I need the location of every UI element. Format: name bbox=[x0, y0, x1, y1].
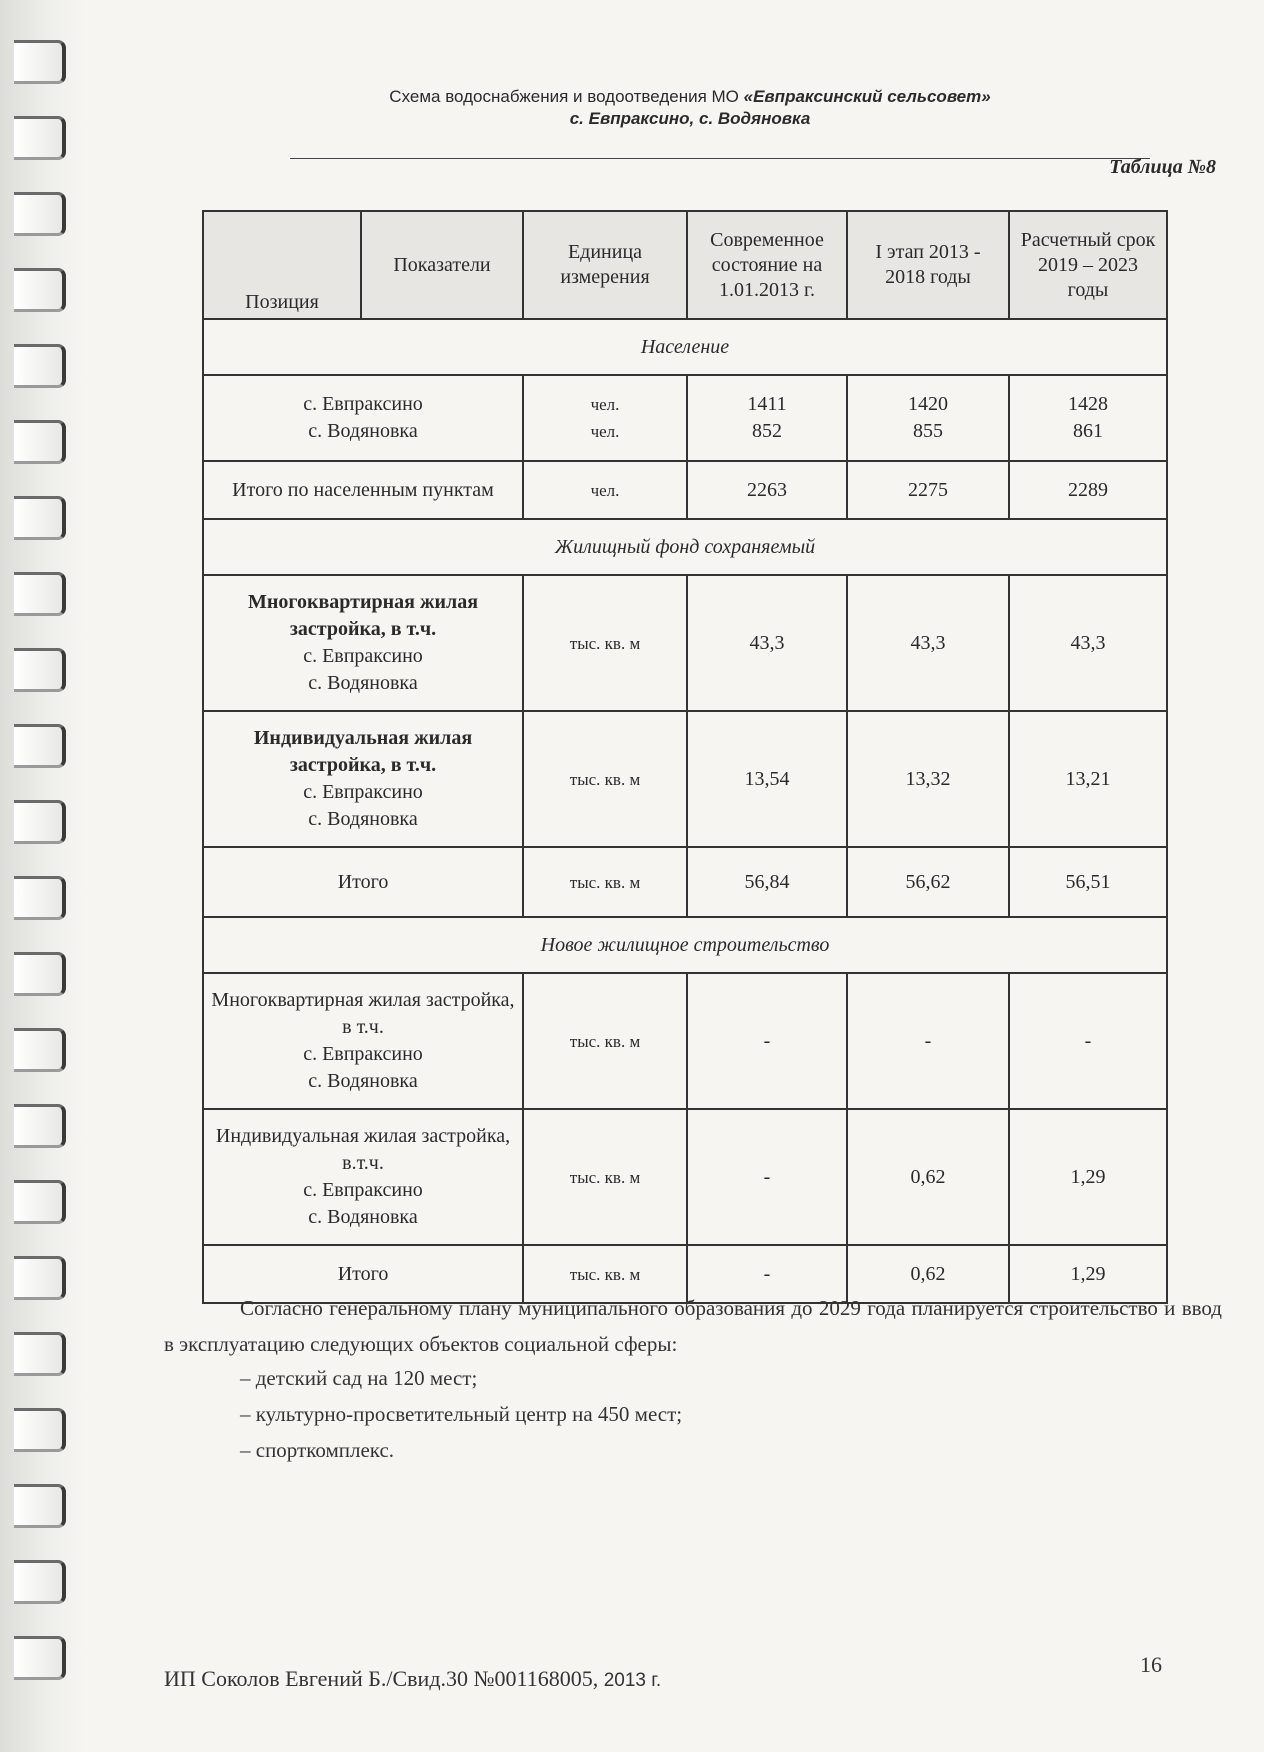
list-item: – спорткомплекс. bbox=[240, 1438, 395, 1462]
value-cell bbox=[847, 375, 1009, 461]
row-label bbox=[203, 375, 523, 461]
row-label bbox=[203, 973, 523, 1109]
value-cell: - bbox=[687, 1109, 847, 1245]
col-header: Показатели bbox=[361, 211, 523, 319]
row-label bbox=[203, 1109, 523, 1245]
settlement-name: с. Водяновка bbox=[308, 420, 418, 442]
value-cell: - bbox=[687, 973, 847, 1109]
bullet-list bbox=[240, 1360, 682, 1468]
binding-ring bbox=[14, 1408, 66, 1452]
table-label: Таблица №8 bbox=[1109, 156, 1216, 178]
value-cell: 13,32 bbox=[847, 711, 1009, 847]
table-row bbox=[203, 461, 1167, 519]
binding-ring bbox=[14, 496, 66, 540]
binding-ring bbox=[14, 344, 66, 388]
row-label bbox=[203, 711, 523, 847]
value-cell: 13,54 bbox=[687, 711, 847, 847]
binding-ring bbox=[14, 572, 66, 616]
value-cell: 43,3 bbox=[1009, 575, 1167, 711]
unit-cell: тыс. кв. м bbox=[523, 575, 687, 711]
binding-ring bbox=[14, 1332, 66, 1376]
header-line-2: с. Евпраксино, с. Водяновка bbox=[569, 109, 811, 128]
section-title: Новое жилищное строительство bbox=[203, 917, 1167, 973]
row-label: Итого bbox=[203, 847, 523, 917]
value-cell: 2275 bbox=[847, 461, 1009, 519]
spiral-binding bbox=[0, 0, 84, 1752]
value-cell: 2263 bbox=[687, 461, 847, 519]
settlement-name: с. Водяновка bbox=[308, 1206, 418, 1228]
value-cell: 43,3 bbox=[847, 575, 1009, 711]
value: 852 bbox=[752, 420, 782, 442]
binding-ring bbox=[14, 724, 66, 768]
document-header bbox=[290, 86, 1090, 130]
table-row bbox=[203, 973, 1167, 1109]
value-cell: 2289 bbox=[1009, 461, 1167, 519]
row-title: Индивидуальная жилая застройка, в.т.ч. bbox=[215, 1125, 511, 1174]
value-cell: 1,29 bbox=[1009, 1109, 1167, 1245]
row-title: Многоквартирная жилая застройка, в т.ч. bbox=[247, 591, 479, 640]
row-title: Многоквартирная жилая застройка, в т.ч. bbox=[211, 989, 515, 1038]
value-cell: 1,29 bbox=[1009, 1245, 1167, 1303]
table-row bbox=[203, 1109, 1167, 1245]
binding-ring bbox=[14, 952, 66, 996]
binding-ring bbox=[14, 1636, 66, 1680]
table-row bbox=[203, 575, 1167, 711]
binding-ring bbox=[14, 1028, 66, 1072]
col-header: Современное состояние на 1.01.2013 г. bbox=[687, 211, 847, 319]
list-item: – культурно-просветительный центр на 450 мест; bbox=[240, 1402, 683, 1426]
table-header-row bbox=[203, 211, 1167, 319]
binding-ring bbox=[14, 648, 66, 692]
header-prefix: Схема водоснабжения и водоотведения МО bbox=[389, 87, 744, 106]
unit-cell: чел. bbox=[523, 461, 687, 519]
page-number: 16 bbox=[1140, 1652, 1162, 1677]
value-cell: 56,51 bbox=[1009, 847, 1167, 917]
indicators-table bbox=[202, 210, 1168, 1304]
body-paragraph bbox=[164, 1290, 1222, 1362]
value: 1420 bbox=[908, 393, 948, 415]
settlement-name: с. Евпраксино bbox=[303, 781, 423, 803]
binding-ring bbox=[14, 1560, 66, 1604]
value: 1411 bbox=[747, 393, 787, 415]
binding-ring bbox=[14, 1484, 66, 1528]
value-cell: 13,21 bbox=[1009, 711, 1167, 847]
value-cell: - bbox=[1009, 973, 1167, 1109]
settlement-name: с. Водяновка bbox=[308, 672, 418, 694]
value-cell: 43,3 bbox=[687, 575, 847, 711]
settlement-name: с. Евпраксино bbox=[303, 645, 423, 667]
section-row bbox=[203, 917, 1167, 973]
row-label bbox=[203, 575, 523, 711]
unit-cell bbox=[523, 375, 687, 461]
unit-value: чел. bbox=[590, 395, 620, 414]
unit-cell: тыс. кв. м bbox=[523, 711, 687, 847]
value: 855 bbox=[913, 420, 943, 442]
value-cell: 0,62 bbox=[847, 1245, 1009, 1303]
footer-author-text: ИП Соколов Евгений Б./Свид.30 №001168005, bbox=[164, 1666, 604, 1691]
table-row bbox=[203, 847, 1167, 917]
settlement-name: с. Водяновка bbox=[308, 808, 418, 830]
value-cell: - bbox=[687, 1245, 847, 1303]
section-title: Жилищный фонд сохраняемый bbox=[203, 519, 1167, 575]
binding-ring bbox=[14, 268, 66, 312]
unit-value: чел. bbox=[590, 422, 620, 441]
value: 1428 bbox=[1068, 393, 1108, 415]
col-header: Единица измерения bbox=[523, 211, 687, 319]
paragraph-text: Согласно генеральному плану муниципального образования до 2029 года планируется строительство и ввод в эксплуатацию следующих объектов социальной сферы: bbox=[164, 1296, 1222, 1356]
table-row bbox=[203, 711, 1167, 847]
binding-ring bbox=[14, 876, 66, 920]
col-header: Позиция bbox=[203, 211, 361, 319]
list-item: – детский сад на 120 мест; bbox=[240, 1366, 478, 1390]
row-label: Итого bbox=[203, 1245, 523, 1303]
unit-cell: тыс. кв. м bbox=[523, 847, 687, 917]
value-cell bbox=[1009, 375, 1167, 461]
binding-ring bbox=[14, 800, 66, 844]
binding-ring bbox=[14, 116, 66, 160]
table-row bbox=[203, 375, 1167, 461]
binding-ring bbox=[14, 420, 66, 464]
value-cell bbox=[687, 375, 847, 461]
header-divider bbox=[290, 158, 1150, 159]
settlement-name: с. Евпраксино bbox=[303, 1179, 423, 1201]
binding-ring bbox=[14, 40, 66, 84]
binding-ring bbox=[14, 1104, 66, 1148]
row-title: Индивидуальная жилая застройка, в т.ч. bbox=[253, 727, 473, 776]
footer-year: 2013 г. bbox=[603, 1670, 662, 1691]
value-cell: 0,62 bbox=[847, 1109, 1009, 1245]
unit-cell: тыс. кв. м bbox=[523, 1109, 687, 1245]
binding-ring bbox=[14, 192, 66, 236]
binding-ring bbox=[14, 1256, 66, 1300]
section-row bbox=[203, 519, 1167, 575]
col-header: I этап 2013 - 2018 годы bbox=[847, 211, 1009, 319]
binding-ring bbox=[14, 1180, 66, 1224]
settlement-name: с. Евпраксино bbox=[303, 1043, 423, 1065]
value-cell: 56,62 bbox=[847, 847, 1009, 917]
header-org-name: «Евпраксинский сельсовет» bbox=[743, 87, 991, 106]
settlement-name: с. Водяновка bbox=[308, 1070, 418, 1092]
col-header: Расчетный срок 2019 – 2023 годы bbox=[1009, 211, 1167, 319]
unit-cell: тыс. кв. м bbox=[523, 973, 687, 1109]
value-cell: 56,84 bbox=[687, 847, 847, 917]
header-line-1 bbox=[290, 86, 1090, 108]
settlement-name: с. Евпраксино bbox=[303, 393, 423, 415]
value-cell: - bbox=[847, 973, 1009, 1109]
section-row bbox=[203, 319, 1167, 375]
section-title: Население bbox=[203, 319, 1167, 375]
value: 861 bbox=[1073, 420, 1103, 442]
footer-author bbox=[164, 1666, 661, 1692]
unit-cell: тыс. кв. м bbox=[523, 1245, 687, 1303]
row-label: Итого по населенным пунктам bbox=[203, 461, 523, 519]
